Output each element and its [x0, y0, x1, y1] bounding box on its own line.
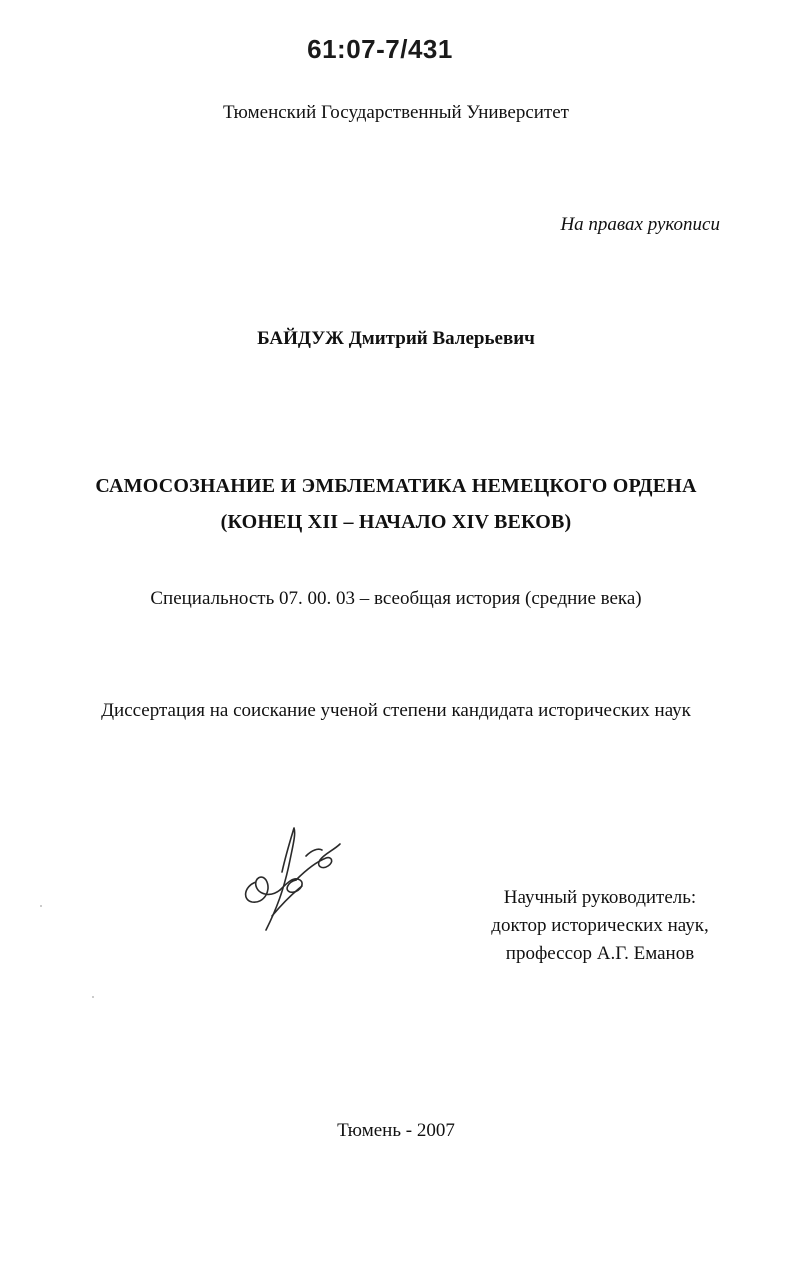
- supervisor-block: [470, 884, 730, 968]
- specialty-line: Специальность 07. 00. 03 – всеобщая история (средние века): [150, 588, 642, 609]
- paper-speck: [40, 905, 42, 907]
- handwritten-signature: [236, 820, 346, 940]
- supervisor-label: Научный руководитель:: [503, 887, 697, 908]
- city-and-year: Тюмень - 2007: [337, 1120, 455, 1141]
- university-name: Тюменский Государственный Университет: [223, 102, 569, 123]
- degree-line: Диссертация на соискание ученой степени кандидата исторических наук: [101, 700, 691, 721]
- paper-speck: [92, 996, 94, 998]
- supervisor-name: профессор А.Г. Еманов: [505, 943, 695, 964]
- author-name: БАЙДУЖ Дмитрий Валерьевич: [257, 328, 535, 349]
- dissertation-title-line-2: (КОНЕЦ XII – НАЧАЛО XIV ВЕКОВ): [220, 511, 572, 533]
- rights-note: На правах рукописи: [560, 214, 720, 235]
- catalog-number-stamp: 61:07-7/431: [307, 34, 453, 64]
- supervisor-degree: доктор исторических наук,: [491, 915, 709, 936]
- dissertation-title-line-1: САМОСОЗНАНИЕ И ЭМБЛЕМАТИКА НЕМЕЦКОГО ОРДЕНА: [95, 475, 697, 497]
